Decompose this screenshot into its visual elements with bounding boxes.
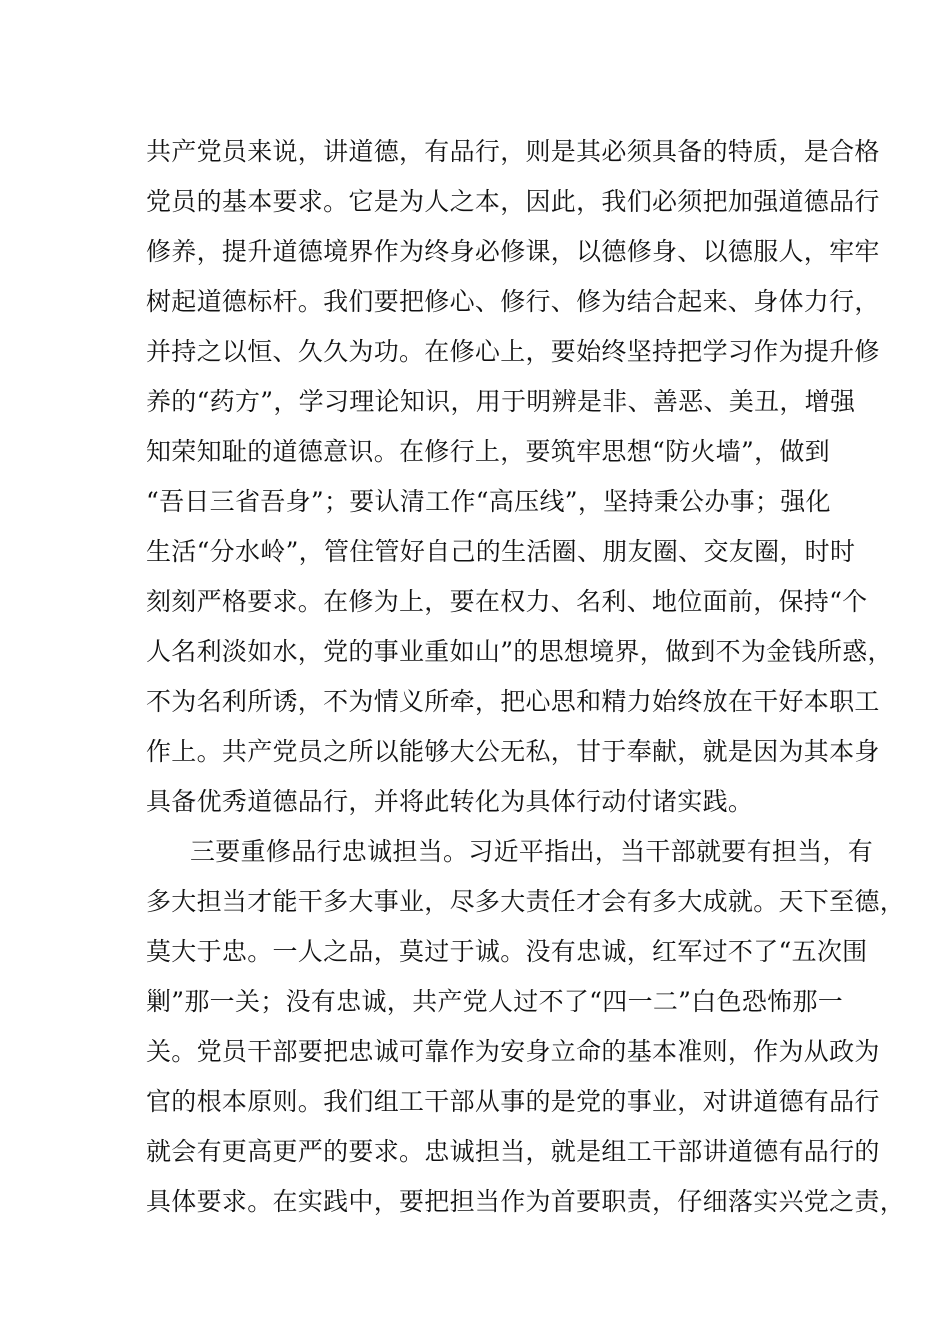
text-line: 刻刻严格要求。在修为上，要在权力、名利、地位面前，保持“个	[146, 587, 868, 616]
text-line: 具体要求。在实践中，要把担当作为首要职责，仔细落实兴党之责，	[146, 1187, 906, 1216]
text-line: 生活“分水岭”，管住管好自己的生活圈、朋友圈、交友圈，时时	[146, 537, 856, 566]
text-line: 剿”那一关；没有忠诚，共产党人过不了“四一二”白色恐怖那一	[146, 987, 844, 1016]
text-line: 具备优秀道德品行，并将此转化为具体行动付诸实践。	[146, 787, 754, 816]
text-line: 树起道德标杆。我们要把修心、修行、修为结合起来、身体力行，	[146, 287, 880, 316]
text-line: 作上。共产党员之所以能够大公无私，甘于奉献，就是因为其本身	[146, 737, 880, 766]
text-line: 人名利淡如水，党的事业重如山”的思想境界，做到不为金钱所惑，	[146, 637, 893, 666]
text-line: 知荣知耻的道德意识。在修行上，要筑牢思想“防火墙”，做到	[146, 437, 830, 466]
text-line: 官的根本原则。我们组工干部从事的是党的事业，对讲道德有品行	[146, 1087, 880, 1116]
text-line: 莫大于忠。一人之品，莫过于诚。没有忠诚，红军过不了“五次围	[146, 937, 868, 966]
text-line: 并持之以恒、久久为功。在修心上，要始终坚持把学习作为提升修	[146, 337, 880, 366]
text-line: “吾日三省吾身”；要认清工作“高压线”，坚持秉公办事；强化	[146, 487, 831, 516]
text-line: 关。党员干部要把忠诚可靠作为安身立命的基本准则，作为从政为	[146, 1037, 880, 1066]
text-line: 不为名利所诱，不为情义所牵，把心思和精力始终放在干好本职工	[146, 687, 880, 716]
text-line: 党员的基本要求。它是为人之本，因此，我们必须把加强道德品行	[146, 187, 880, 216]
paragraph-first-line: 三要重修品行忠诚担当。习近平指出，当干部就要有担当，有	[190, 837, 874, 866]
text-line: 共产党员来说，讲道德，有品行，则是其必须具备的特质，是合格	[146, 137, 880, 166]
text-line: 养的“药方”，学习理论知识，用于明辨是非、善恶、美丑，增强	[146, 387, 856, 416]
text-line: 多大担当才能干多大事业，尽多大责任才会有多大成就。天下至德，	[146, 887, 906, 916]
text-line: 就会有更高更严的要求。忠诚担当，就是组工干部讲道德有品行的	[146, 1137, 880, 1166]
text-line: 修养，提升道德境界作为终身必修课，以德修身、以德服人，牢牢	[146, 237, 880, 266]
